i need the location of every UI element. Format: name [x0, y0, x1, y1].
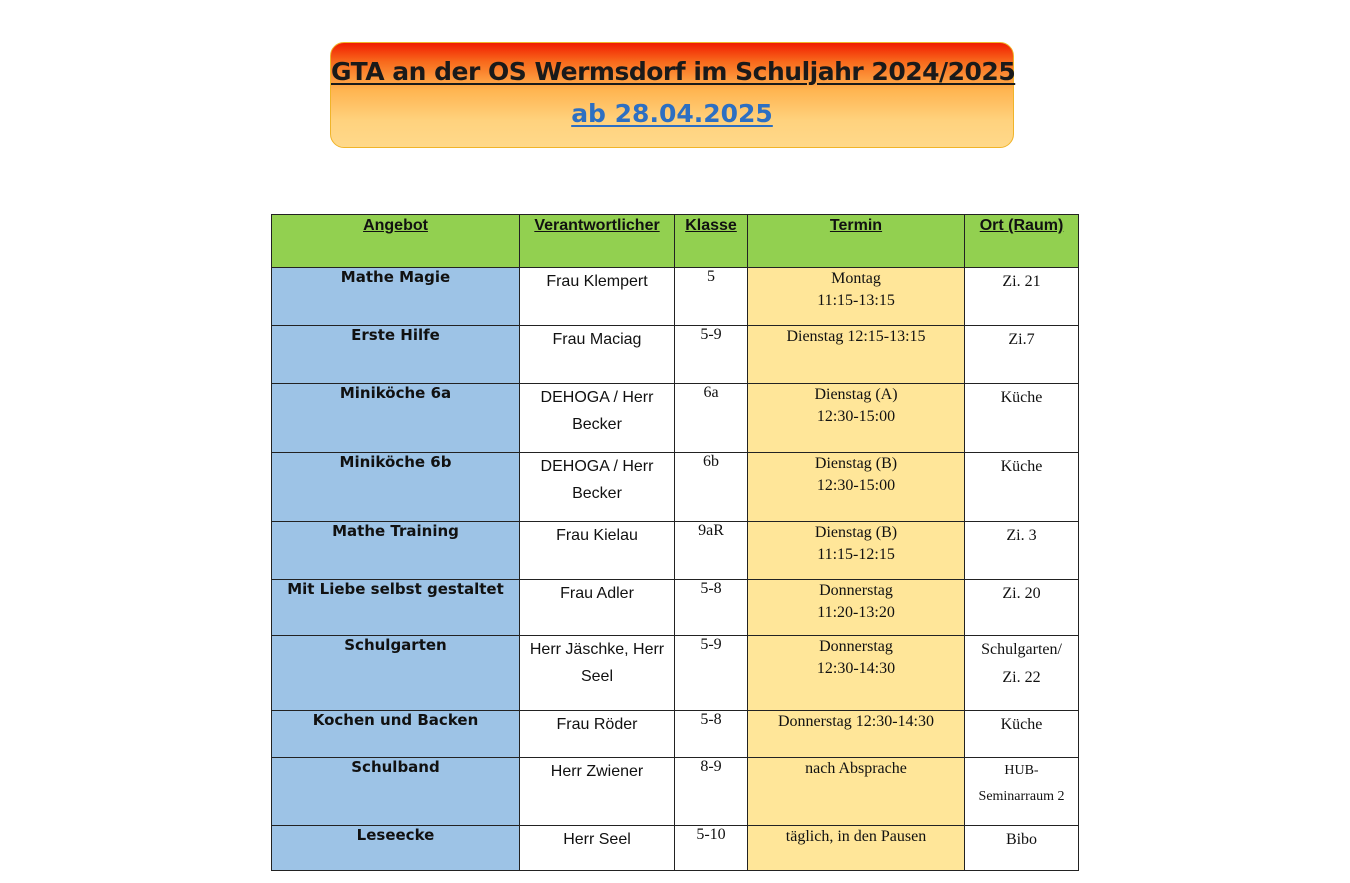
- cell-ort: Küche: [965, 711, 1079, 758]
- cell-klasse: 5: [675, 268, 748, 326]
- cell-angebot: Miniköche 6a: [272, 384, 520, 453]
- column-header-angebot: Angebot: [272, 215, 520, 268]
- cell-ort: Zi. 3: [965, 522, 1079, 580]
- cell-angebot: Mathe Training: [272, 522, 520, 580]
- cell-klasse: 5-9: [675, 636, 748, 711]
- cell-ort: Küche: [965, 453, 1079, 522]
- cell-verantwortlicher: Frau Maciag: [520, 326, 675, 384]
- table-header-row: [272, 215, 1079, 268]
- cell-klasse: 5-8: [675, 580, 748, 636]
- table-row: [272, 636, 1079, 711]
- cell-angebot: Mathe Magie: [272, 268, 520, 326]
- cell-verantwortlicher: Herr Zwiener: [520, 758, 675, 826]
- cell-verantwortlicher: Frau Adler: [520, 580, 675, 636]
- cell-angebot: Leseecke: [272, 826, 520, 871]
- table-row: [272, 453, 1079, 522]
- cell-angebot: Kochen und Backen: [272, 711, 520, 758]
- cell-klasse: 5-8: [675, 711, 748, 758]
- cell-ort: Zi.7: [965, 326, 1079, 384]
- table-row: [272, 711, 1079, 758]
- cell-termin: nach Absprache: [748, 758, 965, 826]
- cell-ort: Bibo: [965, 826, 1079, 871]
- cell-termin: Dienstag (B) 11:15-12:15: [748, 522, 965, 580]
- cell-angebot: Schulband: [272, 758, 520, 826]
- cell-verantwortlicher: DEHOGA / Herr Becker: [520, 384, 675, 453]
- table-row: [272, 758, 1079, 826]
- cell-verantwortlicher: DEHOGA / Herr Becker: [520, 453, 675, 522]
- cell-termin: täglich, in den Pausen: [748, 826, 965, 871]
- column-header-ort: Ort (Raum): [965, 215, 1079, 268]
- cell-termin: Dienstag (A) 12:30-15:00: [748, 384, 965, 453]
- page-title: GTA an der OS Wermsdorf im Schuljahr 2024/2025: [331, 57, 1016, 86]
- cell-angebot: Erste Hilfe: [272, 326, 520, 384]
- table-row: [272, 268, 1079, 326]
- cell-termin: Donnerstag 12:30-14:30: [748, 636, 965, 711]
- cell-termin: Dienstag 12:15-13:15: [748, 326, 965, 384]
- cell-klasse: 6b: [675, 453, 748, 522]
- cell-verantwortlicher: Herr Seel: [520, 826, 675, 871]
- cell-termin: Dienstag (B) 12:30-15:00: [748, 453, 965, 522]
- cell-ort: Zi. 21: [965, 268, 1079, 326]
- cell-ort: Küche: [965, 384, 1079, 453]
- cell-angebot: Miniköche 6b: [272, 453, 520, 522]
- column-header-verantwortlicher: Verantwortlicher: [520, 215, 675, 268]
- table-row: [272, 384, 1079, 453]
- title-banner: [330, 42, 1014, 148]
- cell-klasse: 5-10: [675, 826, 748, 871]
- table-row: [272, 826, 1079, 871]
- page-subtitle-date: ab 28.04.2025: [571, 99, 773, 128]
- cell-verantwortlicher: Herr Jäschke, Herr Seel: [520, 636, 675, 711]
- table-row: [272, 522, 1079, 580]
- cell-verantwortlicher: Frau Röder: [520, 711, 675, 758]
- cell-verantwortlicher: Frau Klempert: [520, 268, 675, 326]
- cell-verantwortlicher: Frau Kielau: [520, 522, 675, 580]
- cell-angebot: Schulgarten: [272, 636, 520, 711]
- column-header-klasse: Klasse: [675, 215, 748, 268]
- cell-klasse: 8-9: [675, 758, 748, 826]
- cell-klasse: 5-9: [675, 326, 748, 384]
- cell-termin: Donnerstag 11:20-13:20: [748, 580, 965, 636]
- table-row: [272, 580, 1079, 636]
- cell-klasse: 9aR: [675, 522, 748, 580]
- column-header-termin: Termin: [748, 215, 965, 268]
- cell-klasse: 6a: [675, 384, 748, 453]
- cell-termin: Montag 11:15-13:15: [748, 268, 965, 326]
- cell-ort: HUB- Seminarraum 2: [965, 758, 1079, 826]
- cell-angebot: Mit Liebe selbst gestaltet: [272, 580, 520, 636]
- table-row: [272, 326, 1079, 384]
- cell-ort: Schulgarten/ Zi. 22: [965, 636, 1079, 711]
- cell-termin: Donnerstag 12:30-14:30: [748, 711, 965, 758]
- schedule-table: [271, 214, 1079, 871]
- cell-ort: Zi. 20: [965, 580, 1079, 636]
